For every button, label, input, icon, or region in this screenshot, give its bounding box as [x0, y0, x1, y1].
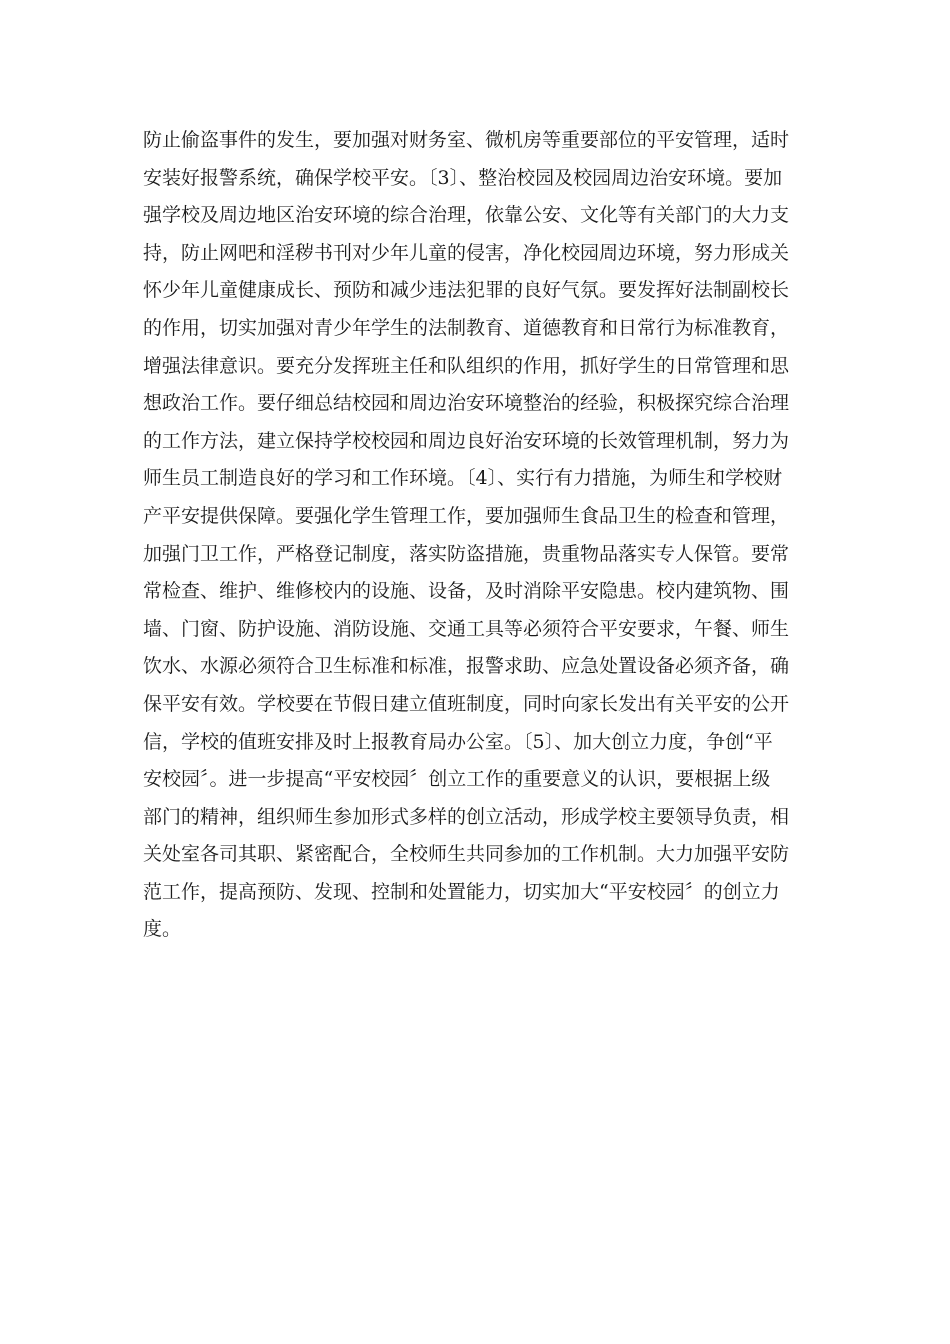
text-line: 的工作方法，建立保持学校校园和周边良好治安环境的长效管理机制，努力为	[143, 429, 790, 452]
text-line: 强学校及周边地区治安环境的综合治理，依靠公安、文化等有关部门的大力支	[143, 204, 790, 227]
text-line: 保平安有效。学校要在节假日建立值班制度，同时向家长发出有关平安的公开	[143, 692, 790, 715]
text-line: 范工作，提高预防、发现、控制和处置能力，切实加大“平安校园〞的创立力	[143, 880, 780, 903]
text-line: 想政治工作。要仔细总结校园和周边治安环境整治的经验，积极探究综合治理	[143, 392, 790, 415]
text-line: 部门的精神，组织师生参加形式多样的创立活动，形成学校主要领导负责，相	[143, 805, 790, 828]
text-line: 常检查、维护、维修校内的设施、设备，及时消除平安隐患。校内建筑物、围	[143, 580, 790, 603]
text-line: 关处室各司其职、紧密配合，全校师生共同参加的工作机制。大力加强平安防	[143, 843, 790, 866]
text-line: 安校园〞。进一步提高“平安校园〞创立工作的重要意义的认识，要根据上级	[143, 768, 771, 791]
text-line: 的作用，切实加强对青少年学生的法制教育、道德教育和日常行为标准教育，	[143, 316, 790, 339]
text-line: 怀少年儿童健康成长、预防和减少违法犯罪的良好气氛。要发挥好法制副校长	[143, 279, 790, 302]
text-line: 防止偷盗事件的发生，要加强对财务室、微机房等重要部位的平安管理，适时	[143, 129, 790, 151]
text-line: 加强门卫工作，严格登记制度，落实防盗措施，贵重物品落实专人保管。要常	[143, 542, 790, 565]
text-line: 信，学校的值班安排及时上报教育局办公室。〔5〕、加大创立力度，争创“平	[143, 730, 773, 753]
document-body	[143, 122, 813, 949]
text-line: 安装好报警系统，确保学校平安。〔3〕、整治校园及校园周边治安环境。要加	[143, 166, 783, 189]
text-line: 师生员工制造良好的学习和工作环境。〔4〕、实行有力措施，为师生和学校财	[143, 467, 783, 490]
text-line: 墙、门窗、防护设施、消防设施、交通工具等必须符合平安要求，午餐、师生	[143, 617, 790, 640]
text-line: 持，防止网吧和淫秽书刊对少年儿童的侵害，净化校园周边环境，努力形成关	[143, 241, 790, 264]
text-line: 增强法律意识。要充分发挥班主任和队组织的作用，抓好学生的日常管理和思	[143, 354, 790, 377]
text-line: 度。	[143, 918, 182, 941]
text-line: 饮水、水源必须符合卫生标准和标准，报警求助、应急处置设备必须齐备，确	[143, 655, 790, 678]
text-line: 产平安提供保障。要强化学生管理工作，要加强师生食品卫生的检查和管理，	[143, 504, 790, 527]
